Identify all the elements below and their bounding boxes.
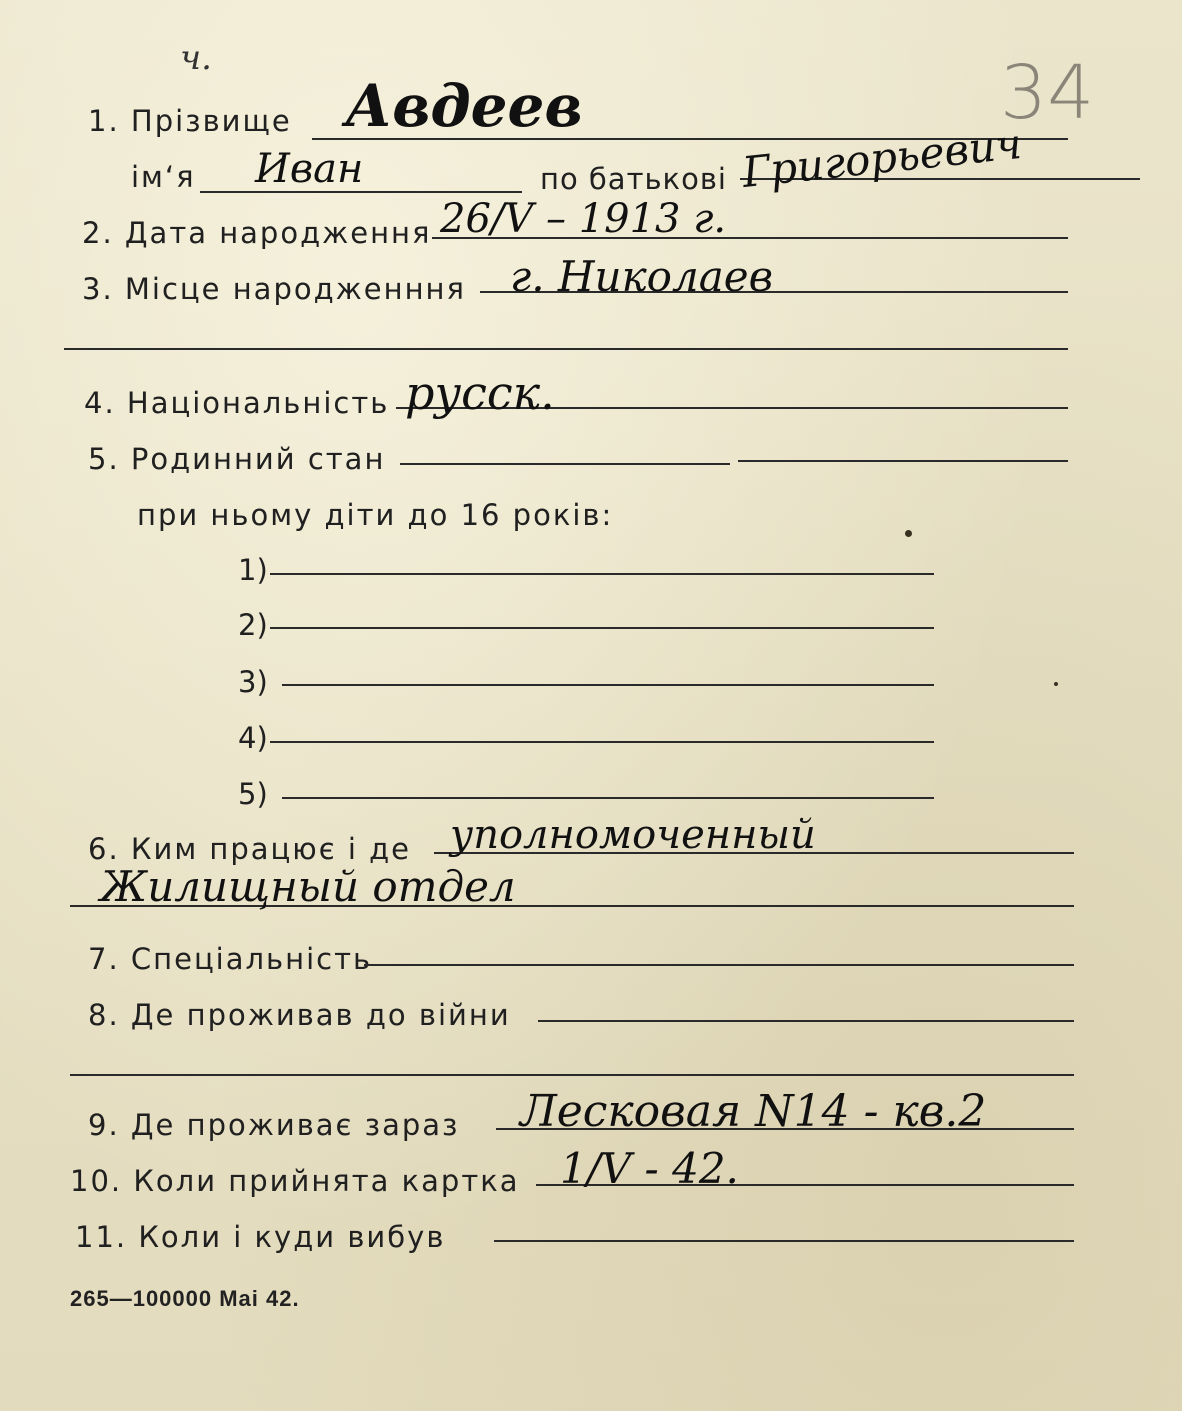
- card-accepted-value: 1/V - 42.: [560, 1144, 739, 1193]
- prewar-residence-line-2: [70, 1074, 1074, 1076]
- card-number: 34: [1000, 50, 1095, 136]
- surname-label: 1. Прізвище: [88, 104, 292, 138]
- child-3-label: 3): [238, 665, 268, 699]
- occupation-label: 6. Ким працює і де: [88, 832, 412, 866]
- child-1-label: 1): [238, 553, 268, 587]
- child-3-line: [282, 684, 934, 686]
- surname-value: Авдеев: [345, 72, 583, 140]
- specialty-label: 7. Спеціальність: [88, 942, 373, 976]
- corner-mark: ч.: [180, 38, 212, 78]
- patronymic-value: Григорьевич: [739, 118, 1024, 197]
- birth-date-value: 26/V – 1913 г.: [440, 196, 727, 242]
- patronymic-label: по батькові: [540, 162, 727, 196]
- marital-status-line-2: [738, 460, 1068, 462]
- child-1-line: [270, 573, 934, 575]
- child-4-line: [270, 741, 934, 743]
- child-5-label: 5): [238, 777, 268, 811]
- occupation-value-2: Жилищный отдел: [100, 862, 516, 911]
- marital-status-label: 5. Родинний стан: [88, 442, 386, 476]
- ink-speck: [1054, 682, 1058, 686]
- ink-speck: [905, 530, 912, 537]
- birth-place-label: 3. Місце народженння: [82, 272, 466, 306]
- marital-status-line: [400, 463, 730, 465]
- birth-date-label: 2. Дата народження: [82, 216, 432, 250]
- children-label: при ньому діти до 16 років:: [137, 498, 614, 532]
- card-accepted-label: 10. Коли прийнята картка: [70, 1164, 520, 1198]
- birth-place-line-2: [64, 348, 1068, 350]
- departure-label: 11. Коли і куди вибув: [75, 1220, 446, 1254]
- current-residence-label: 9. Де проживає зараз: [88, 1108, 460, 1142]
- child-4-label: 4): [238, 721, 268, 755]
- prewar-residence-line: [538, 1020, 1074, 1022]
- first-name-label: ім‘я: [131, 160, 196, 194]
- current-residence-value: Лесковая N14 - кв.2: [520, 1086, 987, 1137]
- prewar-residence-label: 8. Де проживав до війни: [88, 998, 511, 1032]
- departure-line: [494, 1240, 1074, 1242]
- child-2-line: [270, 627, 934, 629]
- child-2-label: 2): [238, 608, 268, 642]
- child-5-line: [282, 797, 934, 799]
- first-name-value: Иван: [255, 146, 364, 192]
- birth-place-value: г. Николаев: [510, 252, 774, 301]
- specialty-line: [364, 964, 1074, 966]
- print-info: 265—100000 Mai 42.: [70, 1286, 300, 1311]
- occupation-value: уполномоченный: [450, 812, 816, 858]
- nationality-value: русск.: [405, 366, 555, 420]
- nationality-label: 4. Національність: [84, 386, 390, 420]
